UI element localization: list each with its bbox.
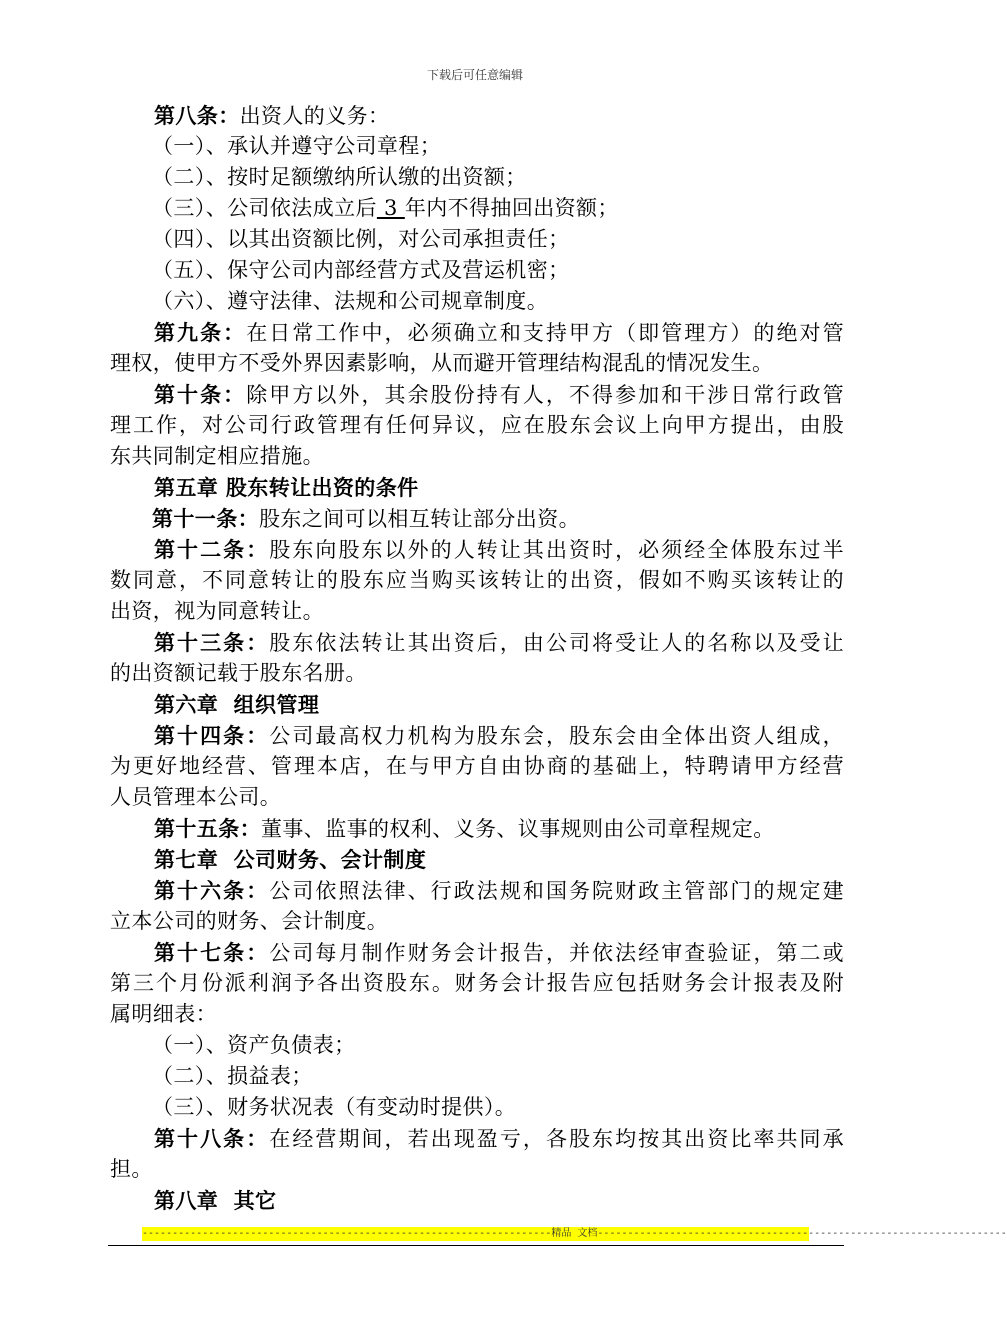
article-15-label: 第十五条： bbox=[154, 816, 261, 841]
article-8-heading bbox=[110, 100, 844, 131]
article-16-line-1 bbox=[110, 875, 844, 906]
article-10-line-3: 东共同制定相应措施。 bbox=[110, 444, 324, 468]
article-8-item-3 bbox=[110, 193, 844, 224]
article-8-text: 出资人的义务： bbox=[239, 104, 390, 128]
article-12-label: 第十二条： bbox=[154, 537, 270, 562]
chapter-8-heading: 第八章 其它 bbox=[154, 1188, 277, 1213]
article-14-line-1 bbox=[110, 720, 844, 751]
article-8-label: 第八条： bbox=[154, 103, 240, 128]
article-8-item-5: （五）、保守公司内部经营方式及营运机密； bbox=[152, 258, 570, 282]
article-18-text-1: 在经营期间，若出现盈亏，各股东均按其出资比率共同承 bbox=[269, 1127, 845, 1151]
chapter-7-heading: 第七章 公司财务、会计制度 bbox=[154, 847, 427, 872]
footer-divider bbox=[108, 1245, 844, 1246]
article-17-line-2: 第三个月份派利润予各出资股东。财务会计报告应包括财务会计报表及附 bbox=[110, 971, 844, 995]
article-15 bbox=[110, 813, 844, 844]
article-18-label: 第十八条： bbox=[154, 1126, 270, 1151]
article-10-text-1: 除甲方以外，其余股份持有人，不得参加和干涉日常行政管 bbox=[246, 383, 844, 407]
article-12-line-1 bbox=[110, 534, 844, 565]
article-16-text-1: 公司依照法律、行政法规和国务院财政主管部门的规定建 bbox=[269, 879, 845, 903]
article-15-text: 董事、监事的权利、义务、议事规则由公司章程规定。 bbox=[261, 817, 775, 841]
article-9-label: 第九条： bbox=[154, 320, 247, 345]
document-body bbox=[110, 100, 844, 1216]
article-11 bbox=[110, 503, 844, 534]
article-17-label: 第十七条： bbox=[154, 940, 270, 965]
article-8-item-1: （一）、承认并遵守公司章程； bbox=[152, 134, 442, 158]
article-8-item-3-post: 年内不得抽回出资额； bbox=[404, 196, 619, 220]
article-10-line-1 bbox=[110, 379, 844, 410]
chapter-5-heading: 第五章 股东转让出资的条件 bbox=[154, 475, 419, 500]
article-11-label: 第十一条： bbox=[152, 506, 259, 531]
article-8-item-3-pre: （三）、公司依法成立后 bbox=[152, 196, 377, 220]
article-14-line-2: 为更好地经营、管理本店，在与甲方自由协商的基础上，特聘请甲方经营 bbox=[110, 754, 844, 778]
article-17-text-1: 公司每月制作财务会计报告，并依法经审查验证，第二或 bbox=[269, 941, 845, 965]
article-14-label: 第十四条： bbox=[154, 723, 270, 748]
article-9-line-1 bbox=[110, 317, 844, 348]
article-11-text: 股东之间可以相互转让部分出资。 bbox=[259, 507, 580, 531]
article-14-text-1: 公司最高权力机构为股东会，股东会由全体出资人组成， bbox=[269, 724, 845, 748]
chapter-6-heading: 第六章 组织管理 bbox=[154, 692, 320, 717]
footer-watermark-bar: --------------------------------------------------------------------精品 文档-------------------------------------------------------------------- bbox=[142, 1228, 1007, 1239]
article-9-text-1: 在日常工作中，必须确立和支持甲方（即管理方）的绝对管 bbox=[246, 321, 844, 345]
article-17-item-2: （二）、损益表； bbox=[152, 1064, 313, 1088]
article-17-item-3: （三）、财务状况表（有变动时提供）。 bbox=[152, 1095, 517, 1119]
article-8-item-4: （四）、以其出资额比例，对公司承担责任； bbox=[152, 227, 570, 251]
article-16-line-2: 立本公司的财务、会计制度。 bbox=[110, 909, 389, 933]
article-18-line-2: 担。 bbox=[110, 1157, 153, 1181]
article-17-line-1 bbox=[110, 937, 844, 968]
article-13-line-1 bbox=[110, 627, 844, 658]
article-10-line-2: 理工作，对公司行政管理有任何异议，应在股东会议上向甲方提出，由股 bbox=[110, 413, 844, 437]
article-17-line-3: 属明细表： bbox=[110, 1002, 217, 1026]
article-12-text-1: 股东向股东以外的人转让其出资时，必须经全体股东过半 bbox=[269, 538, 845, 562]
article-16-label: 第十六条： bbox=[154, 878, 270, 903]
article-18-line-1 bbox=[110, 1123, 844, 1154]
article-12-line-2: 数同意，不同意转让的股东应当购买该转让的出资，假如不购买该转让的 bbox=[110, 568, 844, 592]
article-13-line-2: 的出资额记载于股东名册。 bbox=[110, 661, 367, 685]
article-12-line-3: 出资，视为同意转让。 bbox=[110, 599, 324, 623]
article-8-item-6: （六）、遵守法律、法规和公司规章制度。 bbox=[152, 289, 549, 313]
article-9-line-2: 理权，使甲方不受外界因素影响，从而避开管理结构混乱的情况发生。 bbox=[110, 351, 774, 375]
page-header: 下载后可任意编辑 bbox=[426, 68, 523, 82]
article-13-text-1: 股东依法转让其出资后，由公司将受让人的名称以及受让 bbox=[269, 631, 845, 655]
article-8-item-2: （二）、按时足额缴纳所认缴的出资额； bbox=[152, 165, 527, 189]
article-8-item-3-years: 3 bbox=[376, 196, 405, 220]
article-14-line-3: 人员管理本公司。 bbox=[110, 785, 282, 809]
article-13-label: 第十三条： bbox=[154, 630, 270, 655]
article-17-item-1: （一）、资产负债表； bbox=[152, 1033, 356, 1057]
article-10-label: 第十条： bbox=[154, 382, 247, 407]
